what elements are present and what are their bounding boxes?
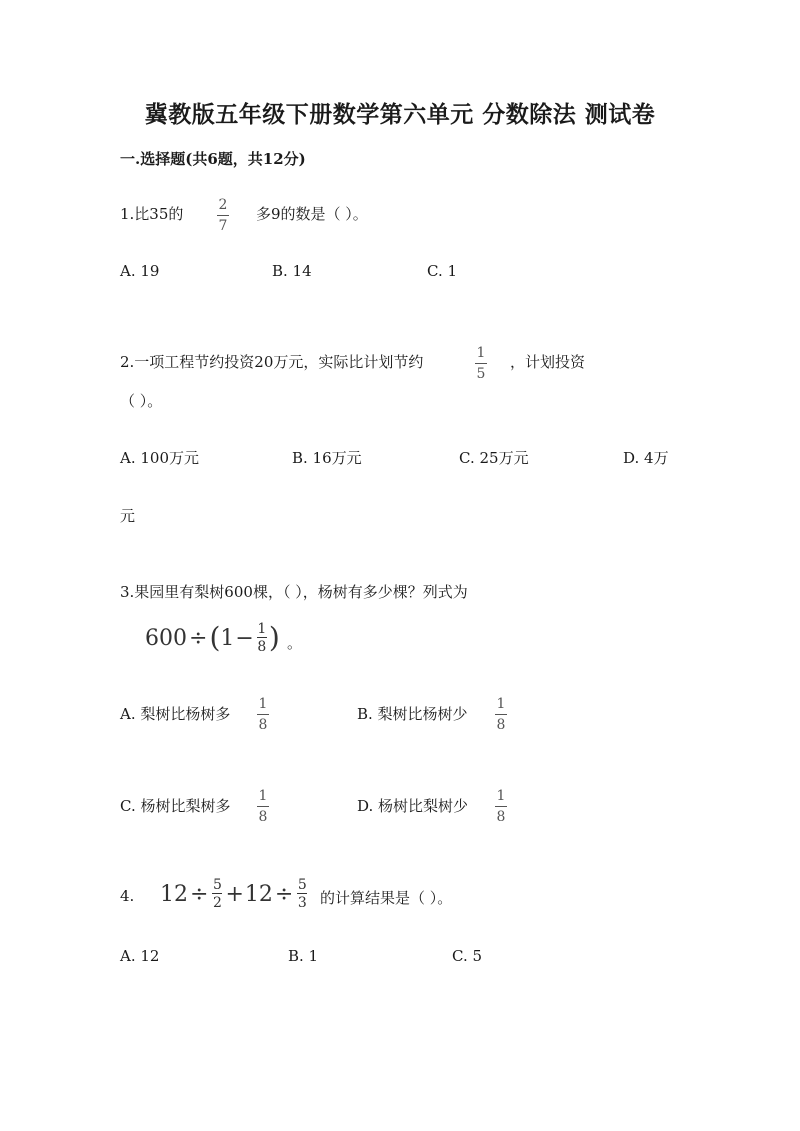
section-heading: 一.选择题(共6题，共12分) [120, 150, 306, 168]
q2-option-b: B. 16万元 [292, 449, 362, 467]
fraction-numerator: 5 [297, 877, 307, 893]
fraction-bar [495, 714, 507, 715]
fraction-denominator: 8 [258, 809, 268, 825]
fraction-bar [257, 806, 269, 807]
fraction-bar [257, 714, 269, 715]
q1-option-a: A. 19 [120, 262, 160, 280]
q3-expr-minus: − [235, 625, 254, 651]
fraction-numerator: 5 [212, 877, 222, 893]
q2-fraction-denominator: 5 [476, 366, 486, 382]
q2-option-d: D. 4万 [623, 449, 669, 467]
q3-option-d-fraction [495, 789, 507, 825]
fraction-denominator: 8 [258, 717, 268, 733]
q2-option-d-wrap: 元 [120, 507, 136, 525]
q1-option-c: C. 1 [427, 262, 458, 280]
q2-text-after: ，计划投资 [510, 353, 586, 371]
q3-option-b-label: B. 梨树比杨树少 [357, 705, 468, 723]
q4-expr-plus: + [225, 881, 244, 907]
q3-option-a-label: A. 梨树比杨树多 [120, 705, 231, 723]
q1-fraction [217, 198, 229, 234]
q4-expr-divide-1: ÷ [190, 881, 209, 907]
fraction-denominator: 8 [496, 809, 506, 825]
fraction-numerator: 1 [496, 696, 506, 712]
q3-option-b-fraction [495, 697, 507, 733]
q3-expr-open-paren: ( [209, 621, 221, 654]
q1-text-before: 1.比35的 [120, 205, 184, 223]
q4-expr-12b: 12 [244, 881, 273, 907]
q3-text: 3.果园里有梨树600棵，（ ），杨树有多少棵？列式为 [120, 583, 468, 601]
q1-fraction-denominator: 7 [218, 218, 228, 234]
fraction-denominator: 2 [212, 895, 222, 911]
q4-expr-fraction-1 [212, 878, 222, 910]
q4-number: 4. [120, 887, 135, 905]
q2-text-line2: （ ）。 [120, 392, 163, 410]
fraction-numerator: 1 [258, 696, 268, 712]
q3-expr-tail: 。 [287, 634, 303, 652]
q3-expr-one: 1 [220, 625, 235, 651]
fraction-denominator: 8 [496, 717, 506, 733]
fraction-bar [212, 893, 222, 894]
fraction-bar [217, 215, 229, 216]
q4-option-c: C. 5 [452, 947, 483, 965]
q4-expr-divide-2: ÷ [274, 881, 294, 907]
q1-text-after: 多9的数是（ ）。 [256, 205, 368, 223]
q3-expr-600: 600 [145, 625, 187, 651]
q3-expr-fraction-denominator: 8 [257, 639, 267, 655]
q2-fraction [475, 346, 487, 382]
q3-expr-divide: ÷ [189, 625, 208, 651]
fraction-bar [297, 893, 307, 894]
q4-text-after: 的计算结果是（ ）。 [320, 889, 453, 907]
fraction-bar [257, 637, 267, 638]
q3-expr-fraction-numerator: 1 [257, 621, 267, 637]
q4-expression [160, 878, 309, 910]
q3-expression [145, 622, 280, 654]
q4-option-b: B. 1 [288, 947, 319, 965]
q4-expr-fraction-2 [297, 878, 307, 910]
fraction-numerator: 1 [258, 788, 268, 804]
q2-text-before: 2.一项工程节约投资20万元，实际比计划节约 [120, 353, 424, 371]
fraction-denominator: 3 [297, 895, 307, 911]
page-title: 冀教版五年级下册数学第六单元 分数除法 测试卷 [144, 101, 656, 128]
q2-option-c: C. 25万元 [459, 449, 529, 467]
q3-option-a-fraction [257, 697, 269, 733]
q4-expr-12a: 12 [160, 881, 188, 907]
q2-option-a: A. 100万元 [120, 449, 199, 467]
q4-option-a: A. 12 [120, 947, 160, 965]
q2-fraction-numerator: 1 [476, 345, 486, 361]
q3-expr-close-paren: ) [268, 621, 280, 654]
fraction-numerator: 1 [496, 788, 506, 804]
fraction-bar [475, 363, 487, 364]
q1-fraction-numerator: 2 [218, 197, 228, 213]
q3-option-c-fraction [257, 789, 269, 825]
q1-option-b: B. 14 [272, 262, 312, 280]
q3-option-c-label: C. 杨树比梨树多 [120, 797, 231, 815]
fraction-bar [495, 806, 507, 807]
q3-expr-fraction [257, 622, 267, 654]
q3-option-d-label: D. 杨树比梨树少 [357, 797, 469, 815]
